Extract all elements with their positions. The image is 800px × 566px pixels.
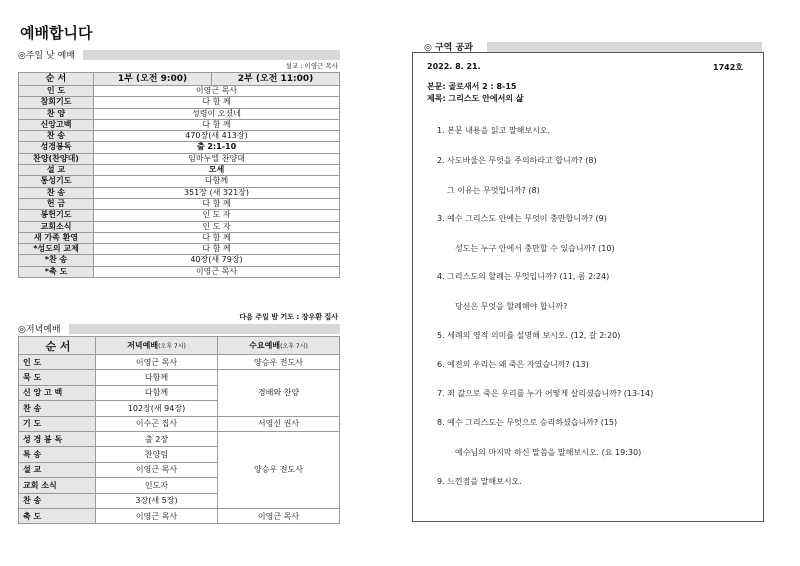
heading-bar bbox=[69, 324, 340, 334]
row-label: 새 가족 환영 bbox=[19, 232, 94, 243]
table-row bbox=[19, 97, 340, 108]
next-prayer: 다음 주일 밤 기도 : 장우환 집사 bbox=[239, 313, 338, 321]
row-value: 인 도 자 bbox=[94, 221, 340, 232]
row-label: 성경봉독 bbox=[19, 142, 94, 153]
table-row bbox=[19, 153, 340, 164]
header-wednesday: 수요예배(오후 7시) bbox=[218, 337, 340, 355]
table-header-row bbox=[19, 337, 340, 355]
question-item: 예수님의 마지막 하신 말씀을 말해보시오. (요 19:30) bbox=[455, 448, 642, 457]
row-label: 묵 도 bbox=[19, 370, 96, 385]
header-order: 순 서 bbox=[19, 337, 96, 355]
row-label: 설 교 bbox=[19, 462, 96, 477]
evening-value: 이영근 목사 bbox=[96, 508, 218, 523]
table-header-row bbox=[19, 73, 340, 86]
question-item: 7. 죄 값으로 죽은 우리를 누가 어떻게 살리셨습니까? (13-14) bbox=[437, 389, 654, 398]
evening-value: 이수곤 집사 bbox=[96, 416, 218, 431]
table-row bbox=[19, 266, 340, 277]
row-label: 통성기도 bbox=[19, 176, 94, 187]
row-value: 다 함 께 bbox=[94, 232, 340, 243]
row-value: 40장(새 79장) bbox=[94, 255, 340, 266]
lesson-subject: 제목: 그리스도 안에서의 삶 bbox=[427, 94, 524, 103]
row-label: *찬 송 bbox=[19, 255, 94, 266]
question-item: 1. 본문 내용을 읽고 말해보시오. bbox=[437, 126, 551, 135]
table-row bbox=[19, 198, 340, 209]
table-row bbox=[19, 142, 340, 153]
wed-value: 양승우 전도사 bbox=[218, 355, 340, 370]
row-label: 교회소식 bbox=[19, 221, 94, 232]
row-label: 참회기도 bbox=[19, 97, 94, 108]
row-value: 모세 bbox=[94, 165, 340, 176]
row-value: 470장(새 413장) bbox=[94, 131, 340, 142]
question-item: 2. 사도바울은 무엇을 주의하라고 합니까? (8) bbox=[437, 156, 597, 165]
header-second-service: 2부 (오전 11:00) bbox=[212, 73, 340, 86]
row-value: 다 함 께 bbox=[94, 119, 340, 130]
row-label: *성도의 교제 bbox=[19, 244, 94, 255]
table-row bbox=[19, 210, 340, 221]
evening-value: 다함께 bbox=[96, 385, 218, 400]
evening-value: 다함께 bbox=[96, 370, 218, 385]
evening-value: 찬양팀 bbox=[96, 447, 218, 462]
table-row bbox=[19, 232, 340, 243]
page-title: 예배합니다 bbox=[20, 24, 93, 42]
district-heading-text: ◎ 구역 공과 bbox=[424, 43, 473, 53]
evening-value: 102장(새 94장) bbox=[96, 401, 218, 416]
header-evening: 저녁예배(오후 7시) bbox=[96, 337, 218, 355]
row-label: 찬 송 bbox=[19, 493, 96, 508]
question-item: 4. 그리스도의 할례는 무엇입니까? (11, 롬 2:24) bbox=[437, 272, 610, 281]
heading-bar bbox=[487, 42, 762, 52]
row-value: 인 도 자 bbox=[94, 210, 340, 221]
row-value: 성령이 오셨네 bbox=[94, 108, 340, 119]
row-label: *축 도 bbox=[19, 266, 94, 277]
row-value: 다 함 께 bbox=[94, 198, 340, 209]
row-value: 이영근 목사 bbox=[94, 86, 340, 97]
row-label: 찬 송 bbox=[19, 187, 94, 198]
row-label: 찬 송 bbox=[19, 131, 94, 142]
row-value: 다 함 께 bbox=[94, 97, 340, 108]
table-row bbox=[19, 165, 340, 176]
row-label: 신앙고백 bbox=[19, 119, 94, 130]
row-label: 인 도 bbox=[19, 355, 96, 370]
row-label: 설 교 bbox=[19, 165, 94, 176]
question-item: 9. 느낀점을 말해보시오. bbox=[437, 477, 522, 486]
row-label: 찬양(찬양대) bbox=[19, 153, 94, 164]
question-item: 8. 예수 그리스도는 무엇으로 승리하셨습니까? (15) bbox=[437, 418, 618, 427]
question-item: 당신은 무엇을 할례해야 합니까? bbox=[455, 302, 568, 311]
scripture-reference: 본문: 골로새서 2 : 8-15 bbox=[427, 82, 517, 91]
row-value: 출 2:1-10 bbox=[94, 142, 340, 153]
evening-heading-text: ◎저녁예배 bbox=[18, 325, 61, 335]
wed-value: 경배와 찬양 bbox=[218, 370, 340, 416]
row-label: 성 경 봉 독 bbox=[19, 431, 96, 446]
row-value: 다함께 bbox=[94, 176, 340, 187]
evening-value: 이영근 목사 bbox=[96, 462, 218, 477]
question-item: 3. 예수 그리스도 안에는 무엇이 충만합니까? (9) bbox=[437, 214, 607, 223]
question-item: 6. 예전의 우리는 왜 죽은 자였습니까? (13) bbox=[437, 360, 589, 369]
row-label: 인 도 bbox=[19, 86, 94, 97]
district-lesson-box bbox=[412, 52, 764, 522]
row-label: 교회 소식 bbox=[19, 478, 96, 493]
table-row bbox=[19, 86, 340, 97]
row-value: 다 함 께 bbox=[94, 244, 340, 255]
table-row bbox=[19, 176, 340, 187]
question-item: 5. 세례의 영적 의미를 설명해 보시오. (12, 갈 2:20) bbox=[437, 331, 621, 340]
sermon-by: 설교 : 이영근 목사 bbox=[285, 62, 338, 70]
evening-value: 3장(새 5장) bbox=[96, 493, 218, 508]
table-row bbox=[19, 244, 340, 255]
morning-section-heading bbox=[18, 48, 340, 61]
morning-order-table bbox=[18, 72, 340, 278]
table-row bbox=[19, 221, 340, 232]
wed-value: 양승우 전도사 bbox=[218, 431, 340, 508]
wed-value: 서영신 권사 bbox=[218, 416, 340, 431]
table-row bbox=[19, 108, 340, 119]
row-label: 헌 금 bbox=[19, 198, 94, 209]
heading-bar bbox=[83, 50, 340, 60]
row-label: 찬 송 bbox=[19, 401, 96, 416]
evening-value: 이영근 목사 bbox=[96, 355, 218, 370]
table-row bbox=[19, 119, 340, 130]
header-order: 순 서 bbox=[19, 73, 94, 86]
table-row bbox=[19, 255, 340, 266]
question-item: 성도는 누구 안에서 충만할 수 있습니까? (10) bbox=[455, 244, 615, 253]
issue-number: 1742호 bbox=[713, 63, 743, 72]
row-label: 기 도 bbox=[19, 416, 96, 431]
row-label: 신 앙 고 백 bbox=[19, 385, 96, 400]
row-value: 임마누엘 찬양대 bbox=[94, 153, 340, 164]
wed-value: 이영근 목사 bbox=[218, 508, 340, 523]
header-first-service: 1부 (오전 9:00) bbox=[94, 73, 212, 86]
row-label: 봉헌기도 bbox=[19, 210, 94, 221]
question-item: 그 이유는 무엇입니까? (8) bbox=[447, 186, 540, 195]
row-label: 축 도 bbox=[19, 508, 96, 523]
row-value: 351장 (새 321장) bbox=[94, 187, 340, 198]
row-label: 찬 양 bbox=[19, 108, 94, 119]
evening-value: 출 2장 bbox=[96, 431, 218, 446]
evening-value: 인도자 bbox=[96, 478, 218, 493]
evening-order-table bbox=[18, 336, 340, 524]
morning-heading-text: ◎주일 낮 예배 bbox=[18, 51, 76, 61]
lesson-date: 2022. 8. 21. bbox=[427, 62, 481, 71]
table-row bbox=[19, 131, 340, 142]
row-label: 특 송 bbox=[19, 447, 96, 462]
table-row bbox=[19, 187, 340, 198]
row-value: 이영근 목사 bbox=[94, 266, 340, 277]
evening-section-heading bbox=[18, 322, 340, 335]
